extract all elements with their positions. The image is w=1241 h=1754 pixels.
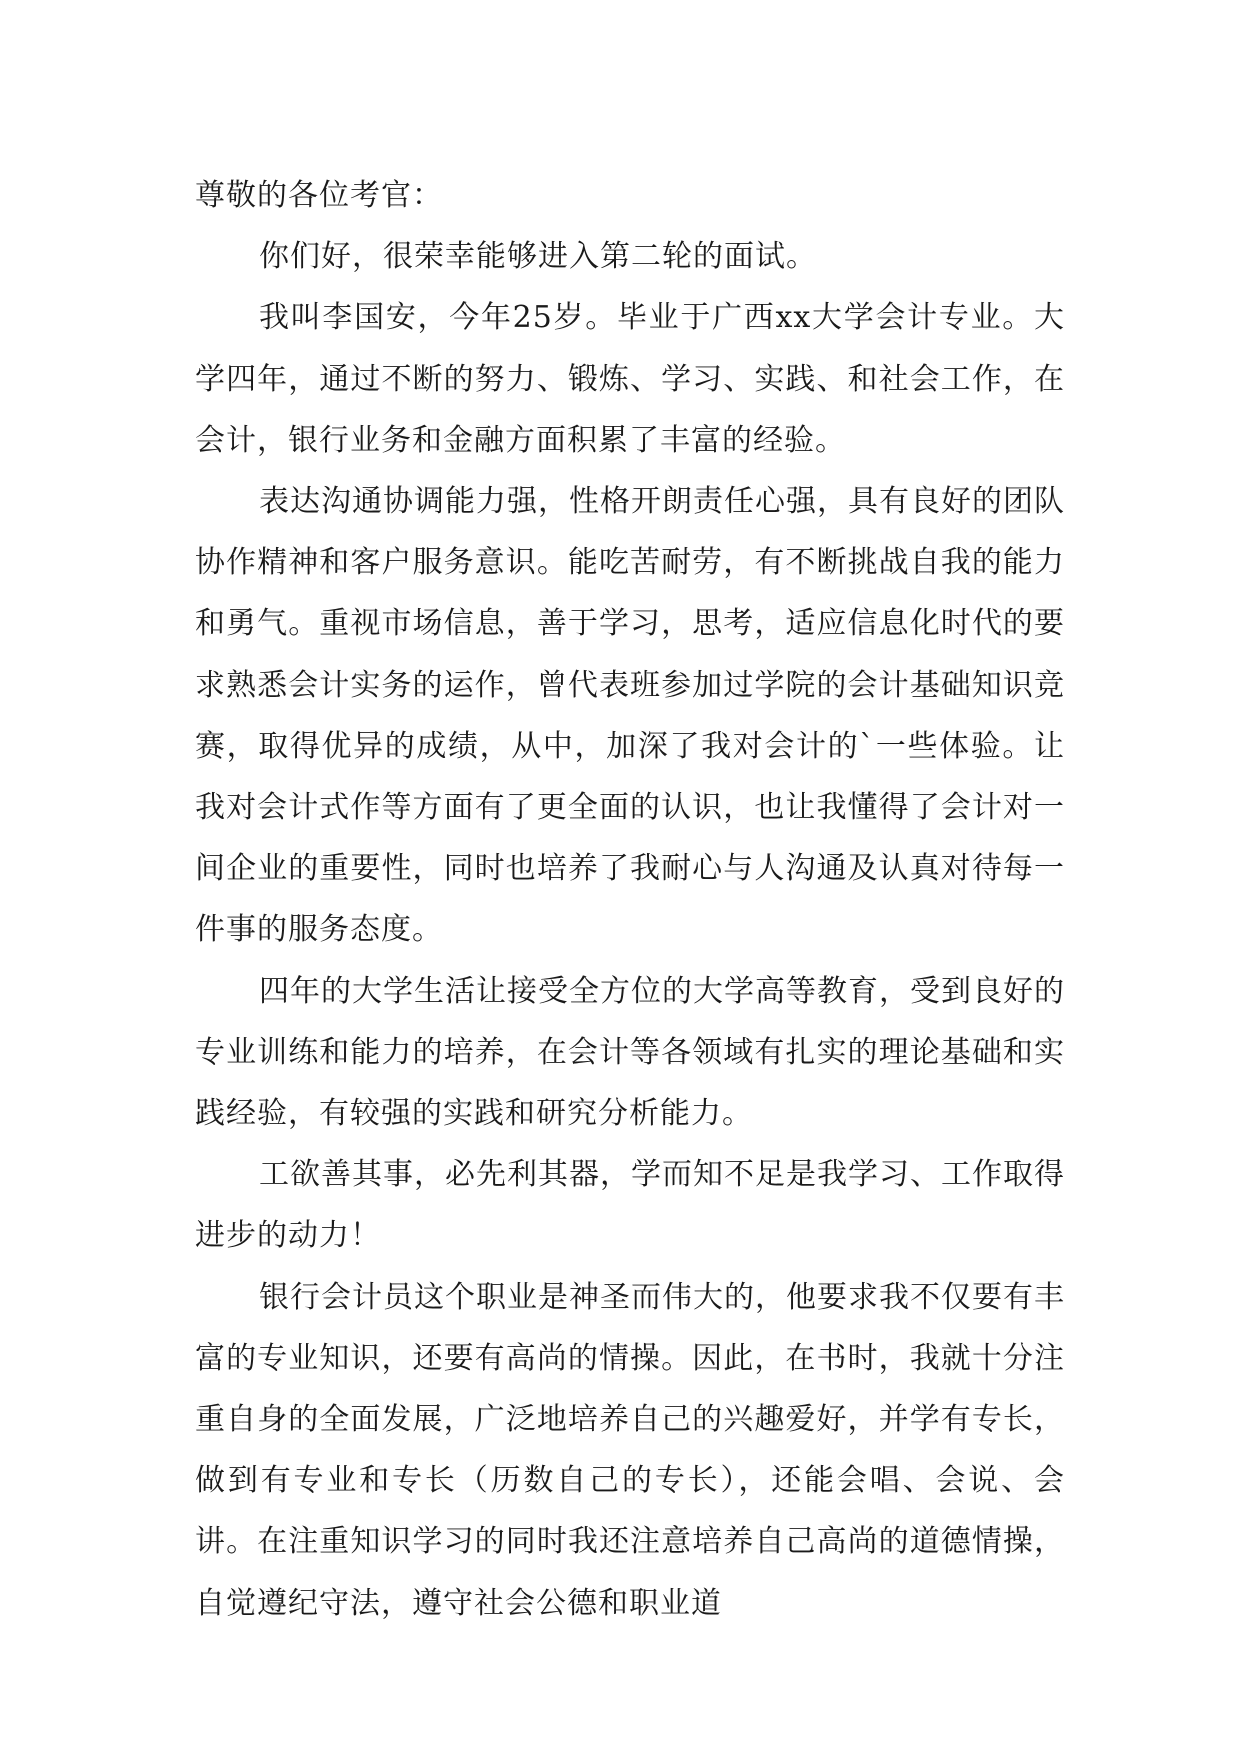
salutation: 尊敬的各位考官： xyxy=(195,178,443,213)
document-body xyxy=(195,165,1065,1634)
paragraph-education: 四年的大学生活让接受全方位的大学高等教育，受到良好的专业训练和能力的培养，在会计等各领域有扎实的理论基础和实践经验，有较强的实践和研究分析能力。 xyxy=(195,973,1065,1132)
paragraph-introduction: 我叫李国安，今年25岁。毕业于广西xx大学会计专业。大学四年，通过不断的努力、锻炼、学习、实践、和社会工作，在会计，银行业务和金融方面积累了丰富的经验。 xyxy=(195,300,1065,458)
paragraph-greeting: 你们好，很荣幸能够进入第二轮的面试。 xyxy=(259,239,817,275)
paragraph-abilities: 表达沟通协调能力强，性格开朗责任心强，具有良好的团队协作精神和客户服务意识。能吃苦耐劳，有不断挑战自我的能力和勇气。重视市场信息，善于学习，思考，适应信息化时代的要求熟悉会计实务的运作，曾代表班参加过学院的会计基础知识竞赛，取得优异的成绩，从中，加深了我对会计的`一些体验。让我对会计式作等方面有了更全面的认识，也让我懂得了会计对一间企业的重要性，同时也培养了我耐心与人沟通及认真对待每一件事的服务态度。 xyxy=(195,484,1065,948)
paragraph-motto: 工欲善其事，必先利其器，学而知不足是我学习、工作取得进步的动力！ xyxy=(195,1157,1065,1254)
paragraph-career: 银行会计员这个职业是神圣而伟大的，他要求我不仅要有丰富的专业知识，还要有高尚的情操。因此，在书时，我就十分注重自身的全面发展，广泛地培养自己的兴趣爱好，并学有专长，做到有专业和专长（历数自己的专长），还能会唱、会说、会讲。在注重知识学习的同时我还注意培养自己高尚的道德情操，自觉遵纪守法，遵守社会公德和职业道 xyxy=(195,1279,1065,1621)
